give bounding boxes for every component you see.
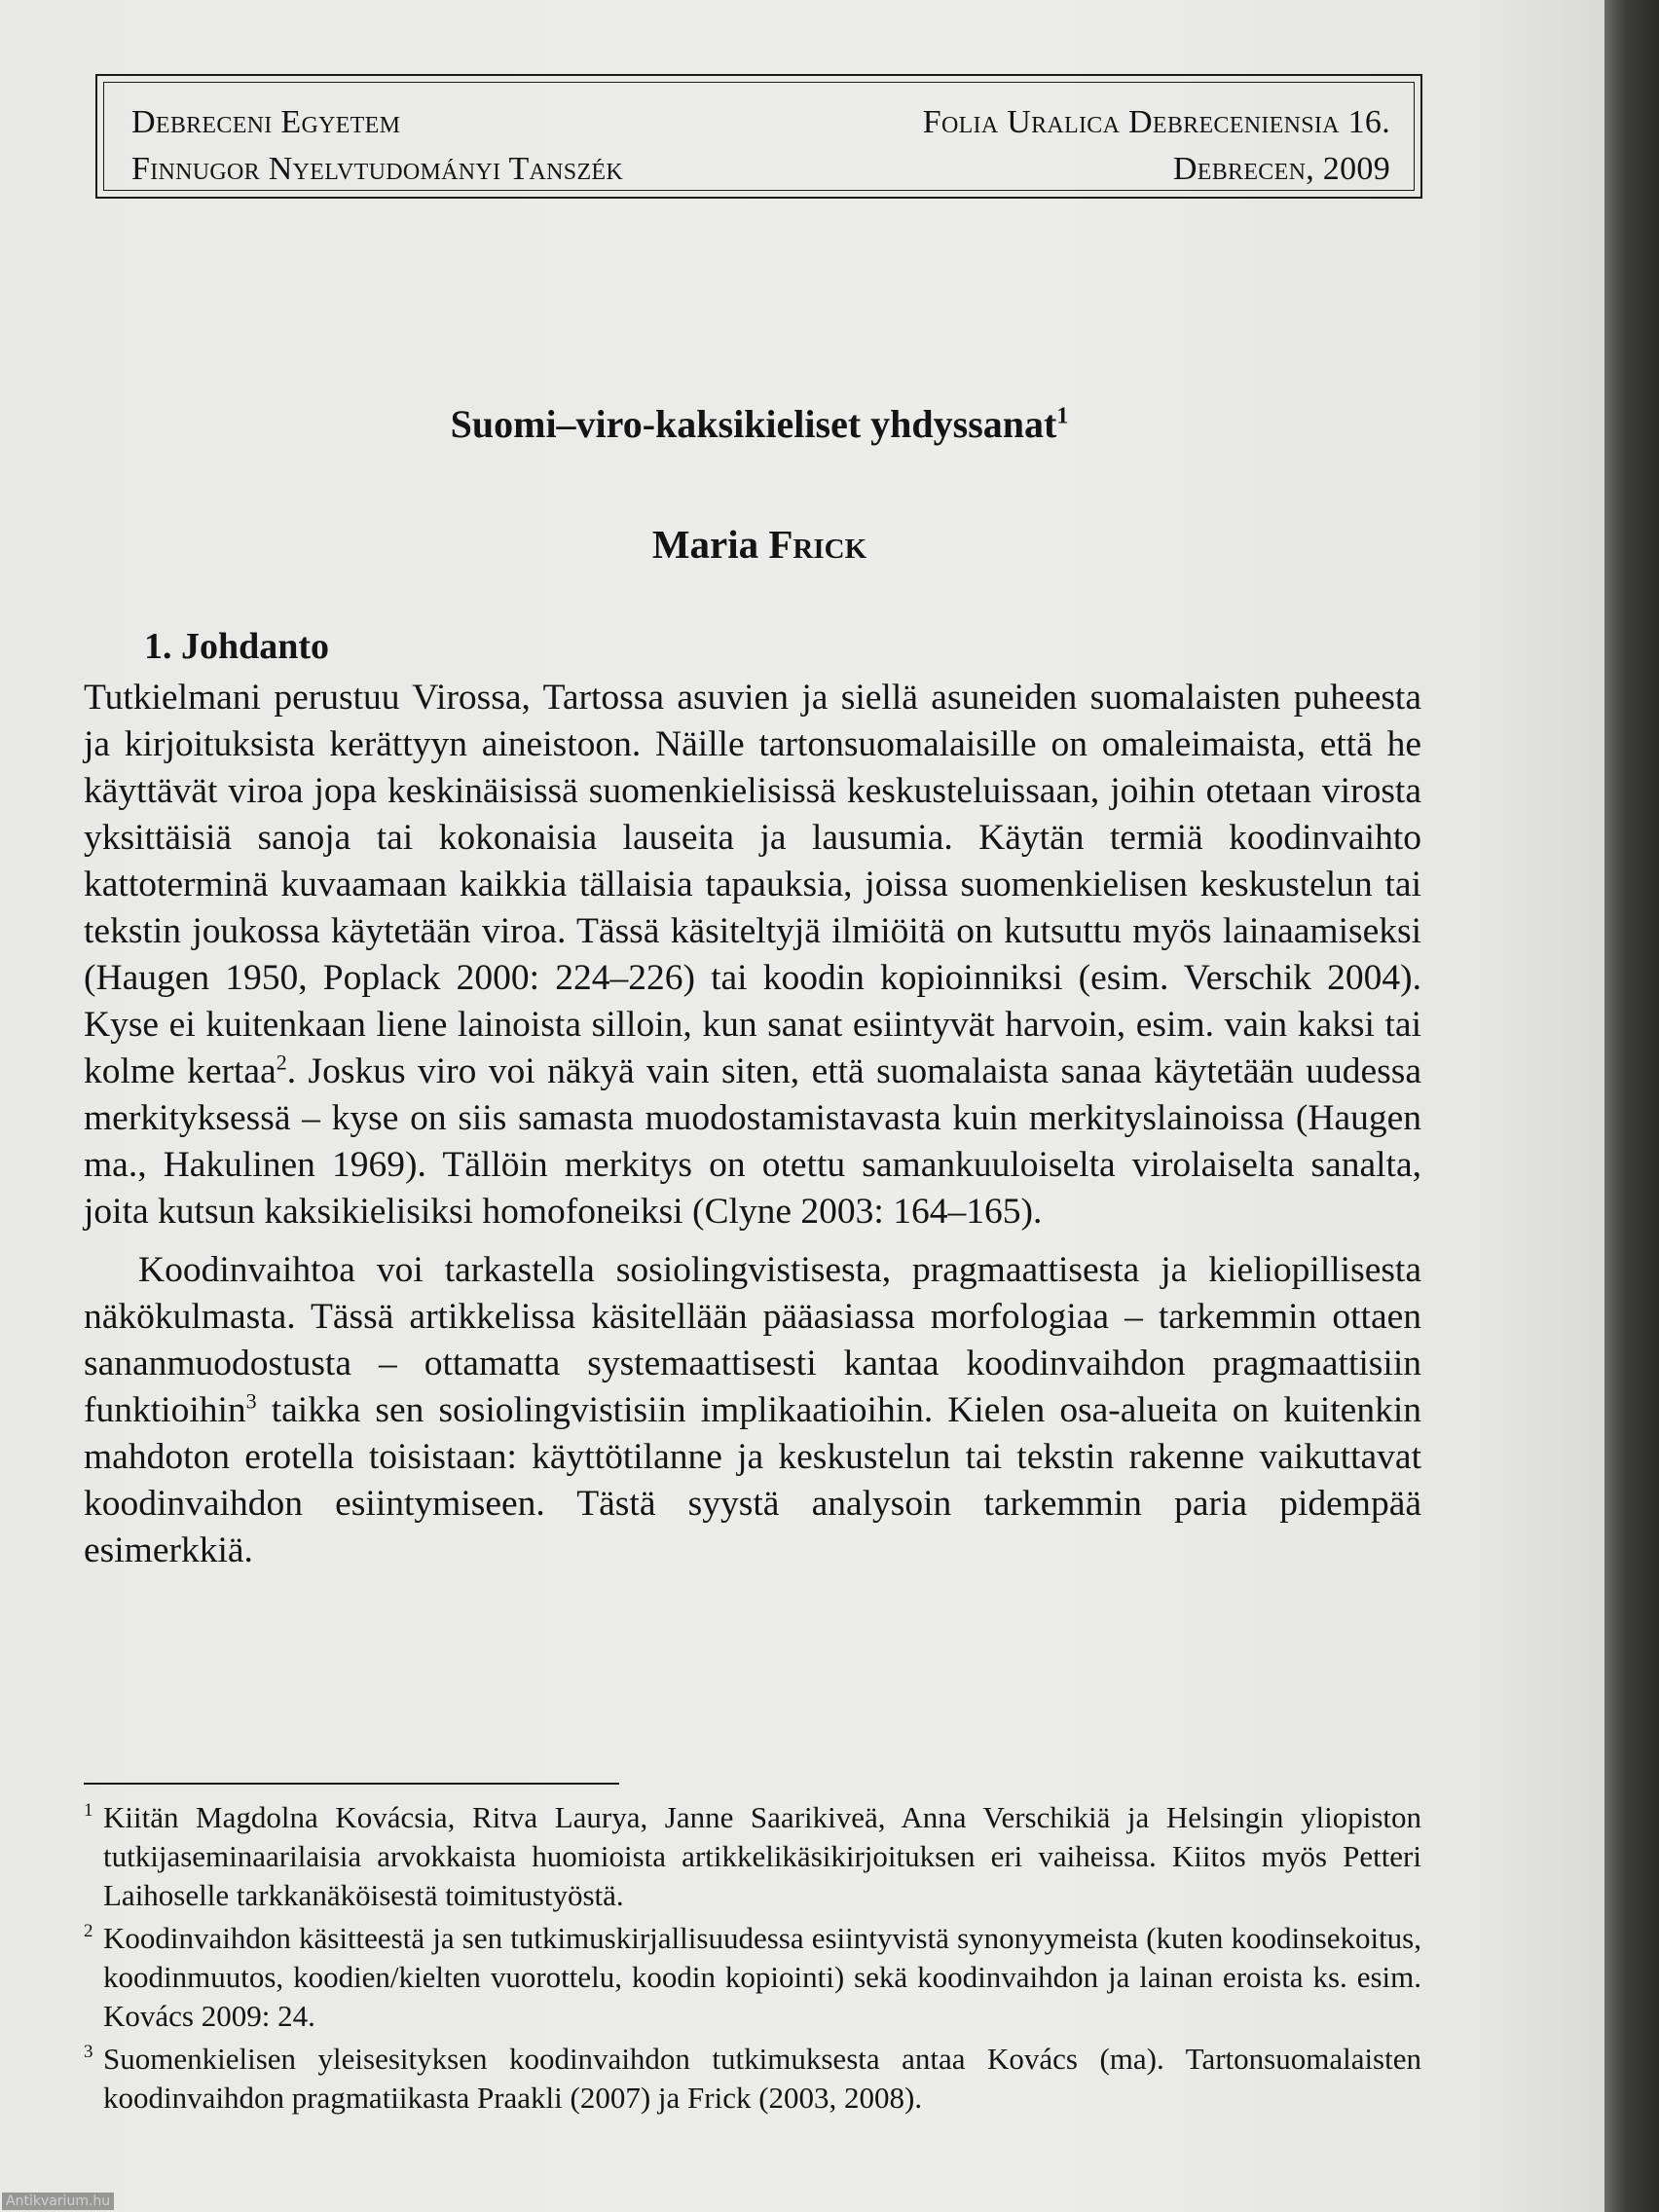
footnote-text: Suomenkielisen yleisesityksen koodinvaihdon tutkimuksesta antaa Kovács (ma). Tartonsuomalaisten koodinvaihdon pragmatiikasta Praakli (2007) ja Frick (2003, 2008).: [103, 2042, 1421, 2115]
footnote-text: Kiitän Magdolna Kovácsia, Ritva Laurya, Janne Saarikiveä, Anna Verschikiä ja Helsingin yliopiston tutkijaseminaarilaisia arvokkaista huomioista artikkelikäsikirjoituksen eri vaiheissa. Kiitos myös Petteri Laihoselle tarkkanäköisestä toimitustyöstä.: [103, 1800, 1421, 1912]
article-author: [0, 521, 1519, 568]
article-title-text: Suomi–viro-kaksikieliset yhdyssanat: [450, 402, 1057, 446]
watermark: Antikvarium.hu: [2, 2193, 114, 2210]
footnote-separator: [84, 1783, 619, 1785]
title-footnote-mark: 1: [1056, 403, 1069, 429]
footnote: $^3$ Suomenkielisen yleisesityksen koodinvaihdon tutkimuksesta antaa Kovács (ma). Tartonsuomalaisten koodinvaihdon pragmatiikasta Praakli (2007) ja Frick (2003, 2008).: [84, 2042, 1421, 2115]
author-first-name: Maria: [651, 522, 769, 567]
book-page-edge: [1604, 0, 1659, 2212]
header-journal-name: Folia Uralica Debreceniensia 16.: [922, 104, 1390, 140]
author-last-name: Frick: [768, 522, 867, 567]
footnotes: [84, 1798, 1421, 2121]
section-heading: 1. Johdanto: [144, 626, 330, 667]
footnote: $^2$ Koodinvaihdon käsitteestä ja sen tutkimuskirjallisuudessa esiintyvistä synonyymeista (kuten koodinsekoitus, koodinmuutos, koodien/kielten vuorottelu, koodin kopiointi) sekä koodinvaihdon ja lainan eroista ks. esim. Kovács 2009: 24.: [84, 1921, 1421, 2033]
footnote-ref-2: 2: [276, 1050, 287, 1075]
body-text: [84, 675, 1421, 1574]
journal-header-inner-frame: [103, 82, 1415, 191]
paragraph-2: [84, 1247, 1421, 1574]
journal-header-box: [95, 74, 1422, 199]
header-department: Finnugor Nyelvtudományi Tanszék: [131, 151, 624, 187]
paragraph-2-part-a: Koodinvaihtoa voi tarkastella sosiolingvistisesta, pragmaattisesta ja kieliopillisesta näkökulmasta. Tässä artikkelissa käsitellään pääasiassa morfologiaa – tarkemmin ottaen sananmuodostusta – ottamatta systemaattisesti kantaa koodinvaihdon pragmaattisiin funktioihin: [84, 1250, 1421, 1430]
paragraph-1: [84, 675, 1421, 1235]
article-title: [0, 401, 1519, 447]
footnote-ref-3: 3: [245, 1388, 257, 1414]
paragraph-1-part-b: . Joskus viro voi näkyä vain siten, että suomalaista sanaa käytetään uudessa merkityksessä – kyse on siis samasta muodostamistavasta kuin merkityslainoissa (Haugen ma., Hakulinen 1969). Tällöin merkitys on otettu samankuuloiselta virolaiselta sanalta, joita kutsun kaksikielisiksi homofoneiksi (Clyne 2003: 164–165).: [84, 1051, 1422, 1232]
paragraph-2-part-b: taikka sen sosiolingvistisiin implikaatioihin. Kielen osa-alueita on kuitenkin mahdoton erotella toisistaan: käyttötilanne ja keskustelun tai tekstin rakenne vaikuttavat koodinvaihdon esiintymiseen. Tästä syystä analysoin tarkemmin paria pidempää esimerkkiä.: [84, 1390, 1421, 1570]
header-place-year: Debrecen, 2009: [1172, 151, 1390, 187]
footnote-text: Koodinvaihdon käsitteestä ja sen tutkimuskirjallisuudessa esiintyvistä synonyymeista (kuten koodinsekoitus, koodinmuutos, koodien/kielten vuorottelu, koodin kopiointi) sekä koodinvaihdon ja lainan eroista ks. esim. Kovács 2009: 24.: [103, 1921, 1421, 2033]
paragraph-1-part-a: Tutkielmani perustuu Virossa, Tartossa asuvien ja siellä asuneiden suomalaisten puheesta ja kirjoituksista kerättyyn aineistoon. Näille tartonsuomalaisille on omaleimaista, että he käyttävät viroa jopa keskinäisissä suomenkielisissä keskusteluissaan, joihin otetaan virosta yksittäisiä sanoja tai kokonaisia lauseita ja lausumia. Käytän termiä koodinvaihto kattoterminä kuvaamaan kaikkia tällaisia tapauksia, joissa suomenkielisen keskustelun tai tekstin joukossa käytetään viroa. Tässä käsiteltyjä ilmiöitä on kutsuttu myös lainaamiseksi (Haugen 1950, Poplack 2000: 224–226) tai koodin kopioinniksi (esim. Verschik 2004). Kyse ei kuitenkaan liene lainoista silloin, kun sanat esiintyvät harvoin, esim. vain kaksi tai kolme kertaa: [84, 678, 1421, 1091]
header-university: Debreceni Egyetem: [131, 104, 401, 140]
footnote: $^1$ Kiitän Magdolna Kovácsia, Ritva Laurya, Janne Saarikiveä, Anna Verschikiä ja Helsingin yliopiston tutkijaseminaarilaisia arvokkaista huomioista artikkelikäsikirjoituksen eri vaiheissa. Kiitos myös Petteri Laihoselle tarkkanäköisestä toimitustyöstä.: [84, 1800, 1421, 1912]
